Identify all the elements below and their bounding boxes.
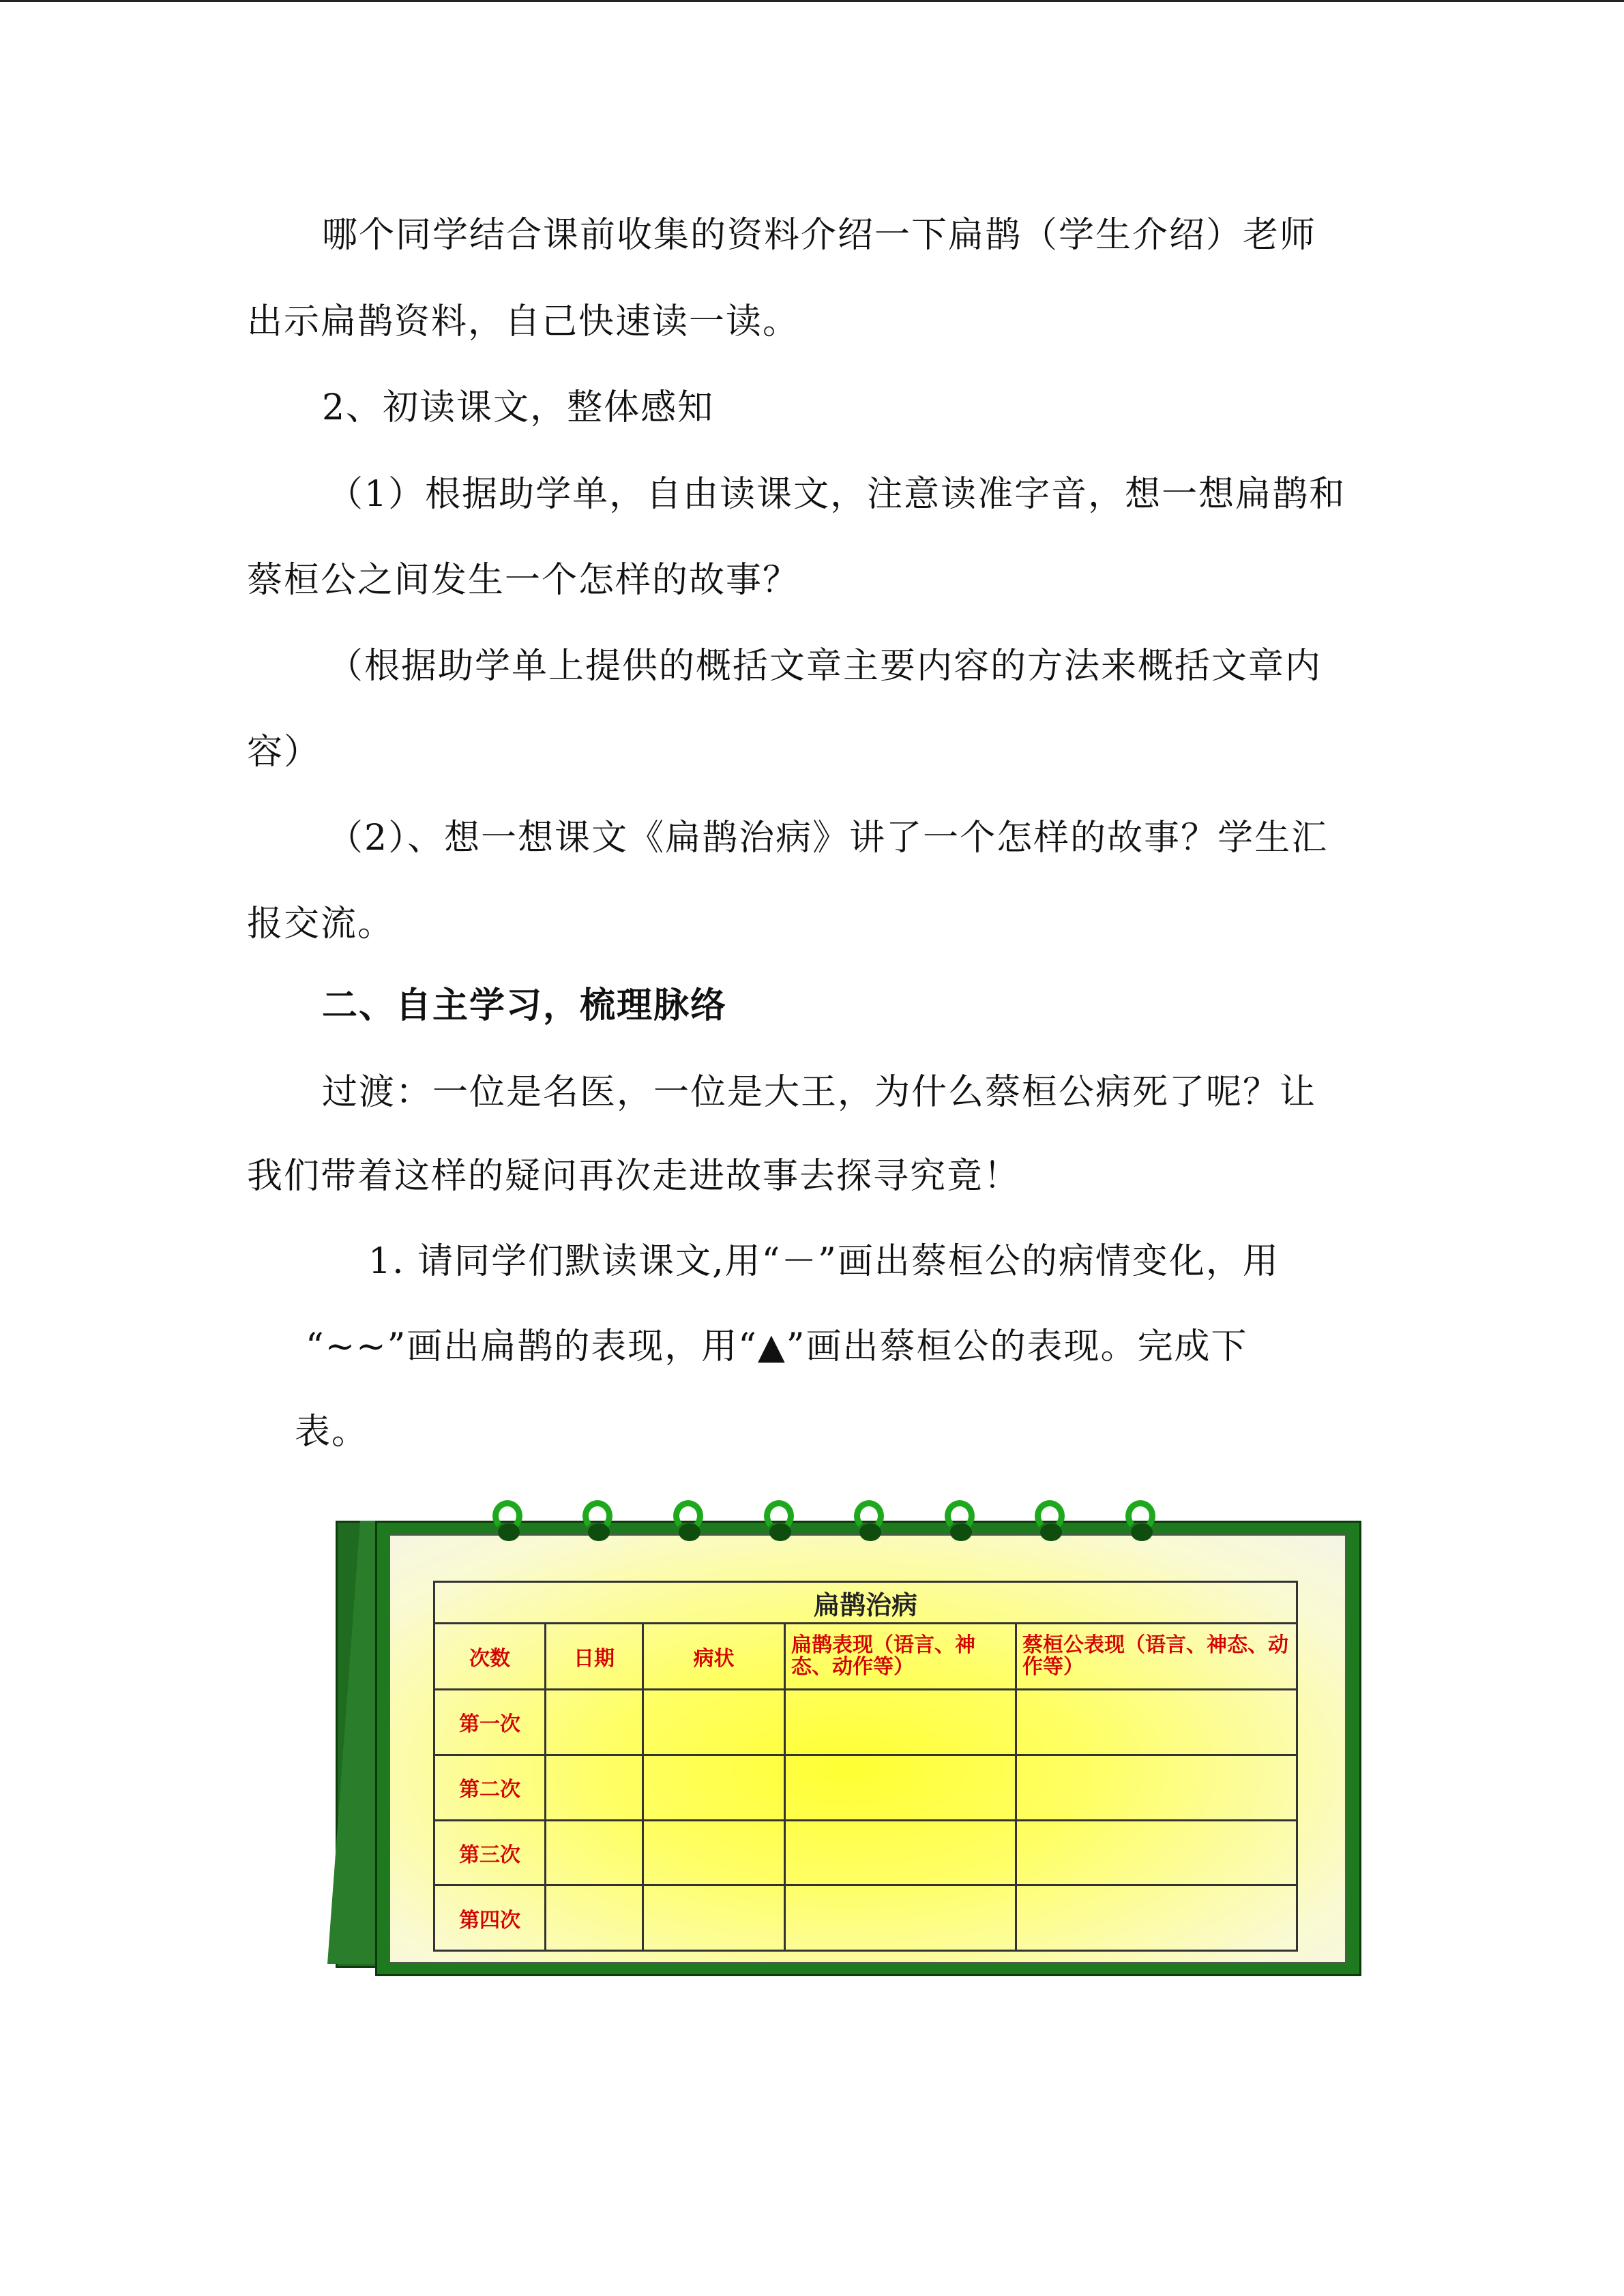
table-row	[434, 1690, 1297, 1755]
paragraph-line: 蔡桓公之间发生一个怎样的故事？	[247, 560, 800, 601]
row-label: 第二次	[434, 1755, 546, 1820]
header-bianque: 扁鹊表现（语言、神态、动作等）	[785, 1624, 1016, 1690]
paragraph-line: 我们带着这样的疑问再次走进故事去探寻究竟！	[247, 1156, 1021, 1197]
paragraph-line: 出示扁鹊资料，自己快速读一读。	[247, 301, 800, 342]
table-cell	[785, 1755, 1016, 1820]
paragraph-line: “~~”画出扁鹊的表现，用“▲”画出蔡桓公的表现。完成下	[306, 1326, 1248, 1367]
table-cell	[643, 1820, 785, 1885]
table-cell	[1016, 1690, 1297, 1755]
ring-icon	[491, 1500, 527, 1542]
paragraph-line: 1. 请同学们默读课文,用“－”画出蔡桓公的病情变化，用	[368, 1241, 1280, 1282]
paragraph-line: 哪个同学结合课前收集的资料介绍一下扁鹊（学生介绍）老师	[322, 215, 1317, 256]
header-symptom: 病状	[643, 1624, 785, 1690]
row-label: 第三次	[434, 1820, 546, 1885]
paragraph-line: （2）、想一想课文《扁鹊治病》讲了一个怎样的故事？学生汇	[327, 818, 1329, 859]
table-cell	[1016, 1820, 1297, 1885]
table-cell	[1016, 1885, 1297, 1951]
header-count: 次数	[434, 1624, 546, 1690]
table-cell	[643, 1755, 785, 1820]
ring-icon	[672, 1500, 707, 1542]
row-label: 第一次	[434, 1690, 546, 1755]
calendar-table-illustration	[327, 1500, 1364, 1978]
ring-icon	[1124, 1500, 1160, 1542]
table-cell	[643, 1885, 785, 1951]
row-label: 第四次	[434, 1885, 546, 1951]
table-cell	[546, 1755, 643, 1820]
ring-icon	[1033, 1500, 1069, 1542]
table-cell	[546, 1690, 643, 1755]
table-row	[434, 1885, 1297, 1951]
table-cell	[785, 1690, 1016, 1755]
header-date: 日期	[546, 1624, 643, 1690]
table-cell	[546, 1885, 643, 1951]
header-caihuangong: 蔡桓公表现（语言、神态、动作等）	[1016, 1624, 1297, 1690]
paragraph-line: 表。	[295, 1412, 369, 1452]
table-cell	[785, 1820, 1016, 1885]
section-heading: 二、自主学习，梳理脉络	[322, 985, 728, 1026]
top-rule	[0, 0, 1624, 2]
table-cell	[546, 1820, 643, 1885]
ring-icon	[943, 1500, 979, 1542]
section-heading: 2、初读课文，整体感知	[322, 387, 715, 428]
paragraph-line: 报交流。	[247, 904, 395, 944]
table-cell	[643, 1690, 785, 1755]
paragraph-line: 容）	[247, 732, 321, 773]
paragraph-line: （1）根据助学单，自由读课文，注意读准字音，想一想扁鹊和	[327, 474, 1346, 515]
table-row	[434, 1755, 1297, 1820]
table-title: 扁鹊治病	[434, 1582, 1297, 1624]
ring-icon	[853, 1500, 888, 1542]
paragraph-line: （根据助学单上提供的概括文章主要内容的方法来概括文章内	[327, 646, 1323, 687]
ring-icon	[581, 1500, 617, 1542]
record-table	[433, 1581, 1298, 1952]
table-cell	[785, 1885, 1016, 1951]
table-row	[434, 1820, 1297, 1885]
ring-icon	[763, 1500, 798, 1542]
table-cell	[1016, 1755, 1297, 1820]
paragraph-line: 过渡：一位是名医，一位是大王，为什么蔡桓公病死了呢？让	[322, 1072, 1317, 1113]
